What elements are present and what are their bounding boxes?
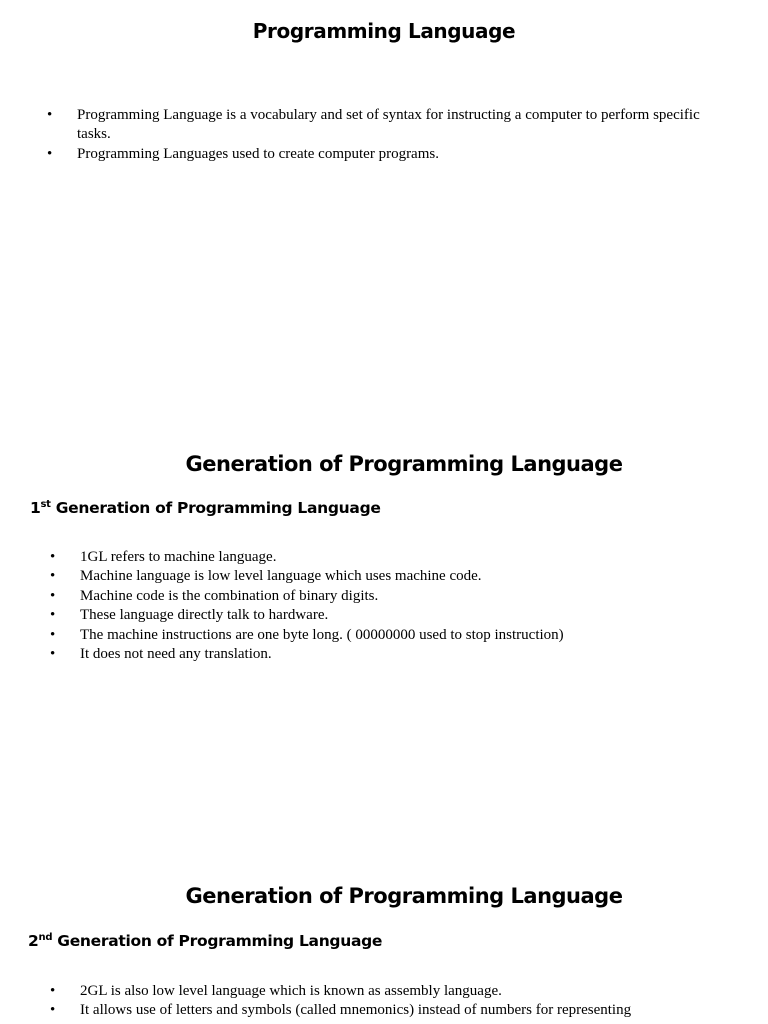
list-item-text: 2GL is also low level language which is known as assembly language. [80, 983, 502, 999]
list-item-text: 1GL refers to machine language. [80, 549, 277, 565]
first-generation-bullet-list [50, 548, 730, 664]
list-item [47, 106, 707, 145]
ordinal-suffix: st [40, 498, 51, 510]
list-item-text: It allows use of letters and symbols (called mnemonics) instead of numbers for representing [80, 1002, 632, 1019]
bullet-icon: • [50, 983, 56, 999]
section-title: Generation of Programming Language [185, 884, 623, 908]
list-item-text: Programming Languages used to create computer programs. [77, 145, 439, 162]
bullet-icon: • [50, 549, 56, 565]
intro-bullet-list [47, 106, 707, 164]
generation-number: 1 [30, 499, 41, 517]
bullet-icon: • [50, 1002, 56, 1019]
bullet-icon: • [50, 626, 56, 643]
list-item [50, 626, 730, 645]
list-item [47, 145, 707, 164]
bullet-icon: • [47, 145, 53, 162]
bullet-icon: • [50, 646, 56, 663]
list-item [50, 606, 730, 625]
section-title: Generation of Programming Language [185, 452, 623, 476]
list-item-text: Programming Language is a vocabulary and set of syntax for instructing a computer to perform specific tasks. [77, 107, 700, 143]
bullet-icon: • [50, 587, 56, 604]
list-item-text: Machine language is low level language which uses machine code. [80, 568, 482, 585]
list-item-text: It does not need any translation. [80, 646, 272, 663]
list-item [50, 587, 730, 606]
subsection-title [30, 498, 381, 517]
bullet-icon: • [47, 107, 53, 123]
bullet-icon: • [50, 568, 56, 585]
page-title: Programming Language [252, 19, 516, 43]
subsection-title [28, 931, 383, 950]
subsection-title-text: Generation of Programming Language [52, 932, 383, 950]
list-item-text: Machine code is the combination of binary digits. [80, 587, 379, 604]
list-item [50, 982, 760, 1001]
generation-number: 2 [28, 932, 39, 950]
subsection-title-text: Generation of Programming Language [50, 499, 381, 517]
list-item [50, 567, 730, 586]
second-generation-bullet-list [50, 982, 760, 1021]
list-item [50, 645, 730, 664]
list-item-text: The machine instructions are one byte long. ( 00000000 used to stop instruction) [80, 626, 564, 643]
bullet-icon: • [50, 607, 56, 624]
list-item-text: These language directly talk to hardware. [80, 607, 329, 624]
ordinal-suffix: nd [38, 931, 53, 943]
list-item [50, 548, 730, 567]
list-item [50, 1001, 760, 1020]
